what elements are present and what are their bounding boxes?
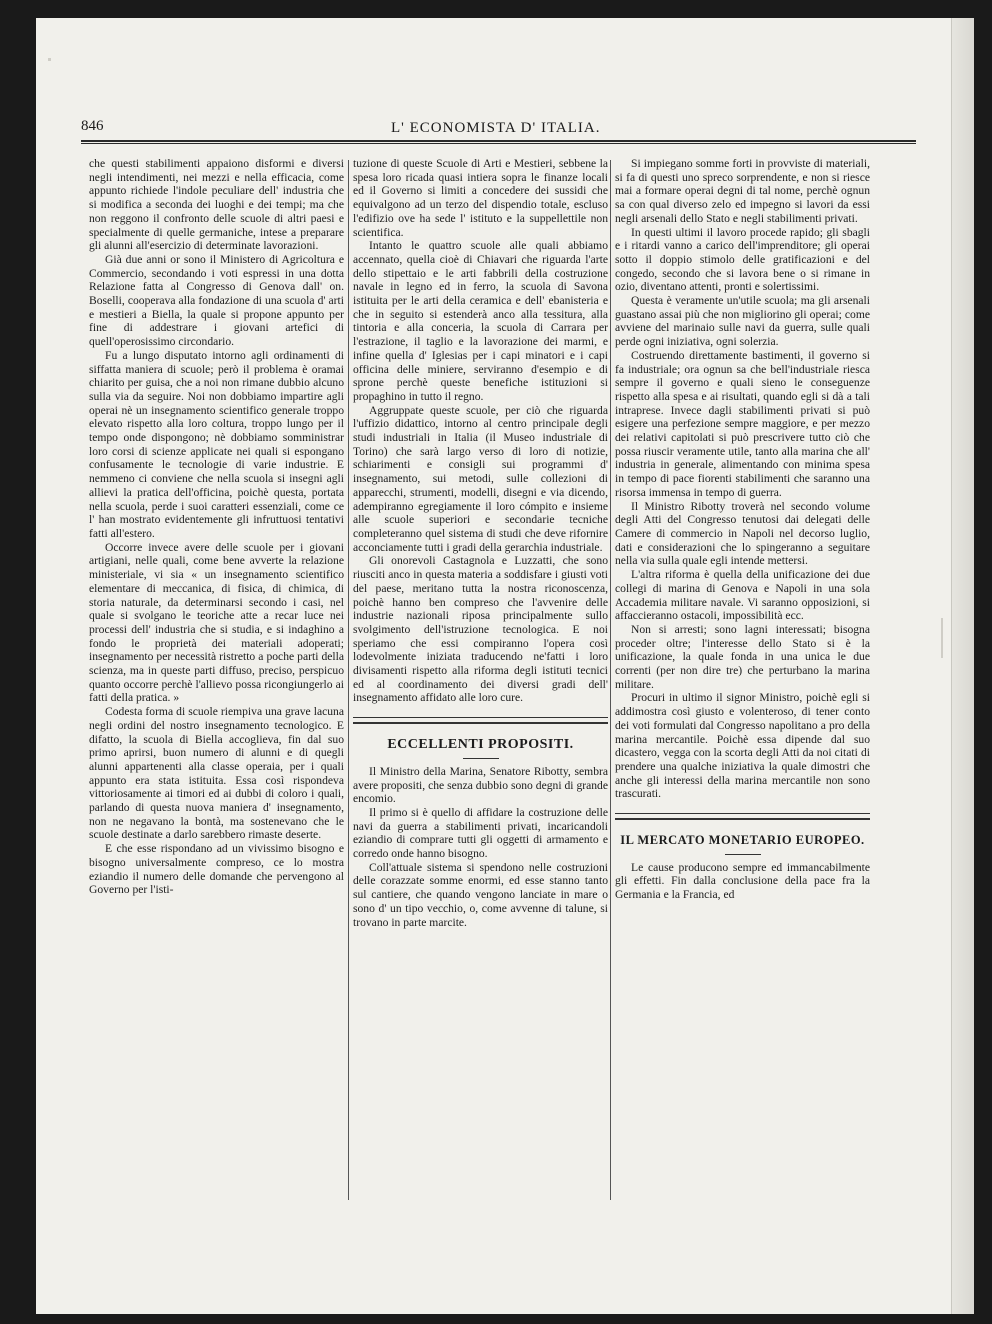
paragraph: Non si arresti; sono lagni interessati; bisogna proceder oltre; l'interesse dello Stato si è la unificazione, la quale fonda in una unica le due correnti (per non dire tre) che perturbano la marina militare.	[615, 622, 870, 691]
paragraph: Già due anni or sono il Ministero di Agricoltura e Commercio, secondando i voti espressi in una dotta Relazione fatta al Congresso di Genova dall' on. Boselli, cooperava alla fondazione di una scuola d' arti e mestieri a Biella, la quale si propone appunto per fine di addestrare i giovani artefici di quell'operosissimo circondario.	[89, 252, 344, 349]
paragraph: Gli onorevoli Castagnola e Luzzatti, che sono riusciti anco in questa materia a soddisfare i giusti voti del paese, meritano tutta la nostra riconoscenza, poichè hanno ben compreso che l'avvenire delle industrie nazionali riposa principalmente sullo svolgimento dell'istruzione tecnologica. E noi speriamo che essi compiranno l'opera così lodevolmente iniziata traducendo ne'fatti i loro divisamenti rispetto alla riforma degli istituti tecnici ed al coordinamento dei diversi gradi dell' insegnamento affidato alle loro cure.	[353, 554, 608, 705]
section-separator	[615, 813, 870, 820]
section-title-eccellenti-propositi: ECCELLENTI PROPOSITI.	[387, 737, 574, 753]
page-header	[81, 112, 916, 142]
paragraph: Il Ministro Ribotty troverà nel secondo volume degli Atti del Congresso tenutosi dai delegati delle Camere di commercio in Napoli nel decorso luglio, dati e considerazioni che lo spingeranno a seguitare nella via sulla quale egli intende mettersi.	[615, 499, 870, 568]
column-left	[89, 157, 344, 897]
paragraph: Intanto le quattro scuole alle quali abbiamo accennato, quella cioè di Chiavari che riguarda l'arte dello stipettaio e le arti fabbrili della costruzione navale in legno ed in ferro, la scuola di Savona istituita per le arti della ceramica e dell' ebanisteria e che in seguito si estenderà anco alla tessitura, alla tintoria e alla conceria, la scuola di Carrara per l'estrazione, il taglio e la lavorazione dei marmi, e infine quella d' Iglesias per i capi minatori e i capi officina delle miniere, serviranno d'esempio e di sprone perchè queste benefiche istituzioni si propaghino in tutto il regno.	[353, 239, 608, 403]
paragraph: Si impiegano somme forti in provviste di materiali, si fa di questi uno spreco sorprendente, e non si riesce mai a formare operai degni di tal nome, perchè ognun sa con qual diverso zelo ed impegno si lavori da essi negli arsenali dello Stato e negli stabilimenti privati.	[615, 157, 870, 225]
column-middle	[353, 157, 608, 929]
paragraph: tuzione di queste Scuole di Arti e Mestieri, sebbene la spesa loro ricada quasi intiera sopra le finanze locali ed il Governo si limiti a concedere dei sussidi che equivalgono ad un terzo del dispendio totale, escluso l'edifizio ove ha sede l' istituto e la suppellettile non scientifica.	[353, 157, 608, 239]
title-underline	[725, 854, 761, 855]
paragraph: E che esse rispondano ad un vivissimo bisogno e bisogno universalmente compreso, ce lo mostra eziandio il numero delle domande che pervengono al Governo per l'isti-	[89, 842, 344, 897]
paragraph: che questi stabilimenti appaiono disformi e diversi negli intendimenti, nei mezzi e nella efficacia, come appunto richiede l'indole peculiare dell' industria che si modifica a seconda dei luoghi e dei tempi; ma che non reggono il confronto delle scuole di altri paesi e specialmente di quelle germaniche, intese a preparare gli alunni all'esercizio di determinate lavorazioni.	[89, 157, 344, 253]
paragraph: Procuri in ultimo il signor Ministro, poichè egli si addimostra così giusto e volenteroso, di tener conto dei voti formulati dal Congresso napolitano a pro della marina mercantile. Poichè essa dipende dal suo dicastero, vegga con la scorta degli Atti da noi citati di prendere una qualche iniziativa la quale dimostri che anche gli interessi della marina mercantile non sono trascurati.	[615, 691, 870, 801]
paragraph: Costruendo direttamente bastimenti, il governo si fa industriale; ora ognun sa che bell'industriale riesca sempre il governo e quali sieno le conseguenze rispetto alla spesa e ai risultati, quando egli si dà a tali intraprese. Invece dagli stabilimenti privati si può esigere una perfezione sempre maggiore, e per mezzo dei relativi capitolati si può prescrivere tutto ciò che possa riuscir veramente utile, tanto alla marina che all' industria in generale, alimentando con minima spesa in tempo di pace fiorenti stabilimenti che saranno una risorsa immensa in tempo di guerra.	[615, 348, 870, 499]
column-divider	[348, 160, 349, 1200]
header-rule	[81, 140, 916, 144]
page-edge	[951, 18, 974, 1314]
journal-title: L' ECONOMISTA D' ITALIA.	[391, 120, 601, 136]
title-underline	[463, 758, 499, 759]
column-right	[615, 157, 870, 902]
paragraph: In questi ultimi il lavoro procede rapido; gli sbagli e i ritardi vanno a carico dell'imprenditore; gli operai sotto il doppio stimolo delle gratificazioni e del congedo, secondo che si lavora bene o si rimane in ozio, diventano attenti, pronti e solertissimi.	[615, 225, 870, 294]
section-title-mercato-monetario: IL MERCATO MONETARIO EUROPEO.	[620, 833, 865, 848]
paper-speck	[48, 58, 51, 61]
paragraph: Il Ministro della Marina, Senatore Ribotty, sembra avere propositi, che senza dubbio sono degni di grande encomio.	[353, 764, 608, 806]
section-separator	[353, 717, 608, 724]
paragraph: Aggruppate queste scuole, per ciò che riguarda l'uffizio didattico, intorno al centro principale degli studi industriali in Italia (il Museo industriale di Torino) che sarà largo verso di loro di notizie, schiarimenti e consigli sui programmi d' insegnamento, sui metodi, sulle collezioni di apparecchi, strumenti, modelli, disegni e via dicendo, adempiranno egregiamente il loro cómpito e insieme alle scuole superiori e secondarie tecniche completeranno quel sistema di studi che deve rifornire acconciamente tutti i gradi della gerarchia industriale.	[353, 403, 608, 554]
paragraph: Il primo si è quello di affidare la costruzione delle navi da guerra a stabilimenti privati, incaricandoli eziandio di comprare tutti gli oggetti di armamento e corredo onde hanno bisogno.	[353, 805, 608, 861]
paragraph: Le cause producono sempre ed immancabilmente gli effetti. Fin dalla conclusione della pace fra la Germania e la Francia, ed	[615, 860, 870, 902]
paragraph: Questa è veramente un'utile scuola; ma gli arsenali guastano assai più che non migliorino gli operai; come avviene del marinaio sulle navi da guerra, sulle quali perde ogni iniziativa, ogni solerzia.	[615, 294, 870, 349]
paragraph: L'altra riforma è quella della unificazione dei due collegi di marina di Genova e Napoli in una sola Accademia militare navale. Vi saranno opposizioni, si affaccieranno ostacoli, impossibilità ecc.	[615, 568, 870, 623]
column-divider	[610, 160, 611, 1200]
paper-speck	[941, 618, 943, 658]
paragraph: Codesta forma di scuole riempiva una grave lacuna negli ordini del nostro insegnamento tecnologico. E difatto, la scuola di Biella accoglieva, fin dal suo primo aprirsi, buon numero di alunni e di quegli alunni appartenenti alla classe operaia, per i quali appunto era stata istituita. Essa così rispondeva vittoriosamente ai timori ed ai dubbi di coloro i quali, parlando di questa nuova maniera d' insegnamento, non ne negavano la bontà, ma sostenevano che le scuole destinate a darlo sarebbero rimaste deserte.	[89, 705, 344, 842]
paragraph: Fu a lungo disputato intorno agli ordinamenti di siffatta maniera di scuole; però il problema è oramai chiarito per guisa, che a noi non rimane dubbio alcuno sulla via da seguire. Noi non dobbiamo impartire agli operai nè un insegnamento scientifico generale troppo elevato rispetto alla loro coltura, troppo lungo per il tempo onde dispongono; nè dobbiamo somministrar loro corsi di scienze applicate nei quali si espongano confusamente le tecnologie di varie industrie. E nemmeno ci conviene che nella scuola si insegni agli allievi la pratica dell'officina, poichè questa, portata nella scuola, perde i suoi caratteri essenziali, come ce l' han mostrato evidentemente gli infruttuosi tentativi fatti all'estero.	[89, 348, 344, 540]
paragraph: Occorre invece avere delle scuole per i giovani artigiani, nelle quali, come bene avverte la relazione ministeriale, vi sia « un insegnamento scientifico elementare di meccanica, di fisica, di chimica, di storia naturale, da determinarsi secondo i casi, nel quale si svolgano le teoriche atte a recar luce nei processi dell' industria che si studia, e si indaghino a fondo le proprietà dei materiali adoperati; insegnamento per necessità ristretto a poche parti della scienza, ma in queste parti diffuso, preciso, perspicuo quanto occorre perchè l'allievo possa ricongiungerlo ai fatti della pratica. »	[89, 540, 344, 705]
page-number: 846	[81, 118, 104, 134]
paragraph: Coll'attuale sistema si spendono nelle costruzioni delle corazzate somme enormi, ed esse stanno tanto sul cantiere, che quando vengono lanciate in mare o sono d' un tipo vecchio, o, come avvenne di talune, si trovano in parte marcite.	[353, 860, 608, 929]
